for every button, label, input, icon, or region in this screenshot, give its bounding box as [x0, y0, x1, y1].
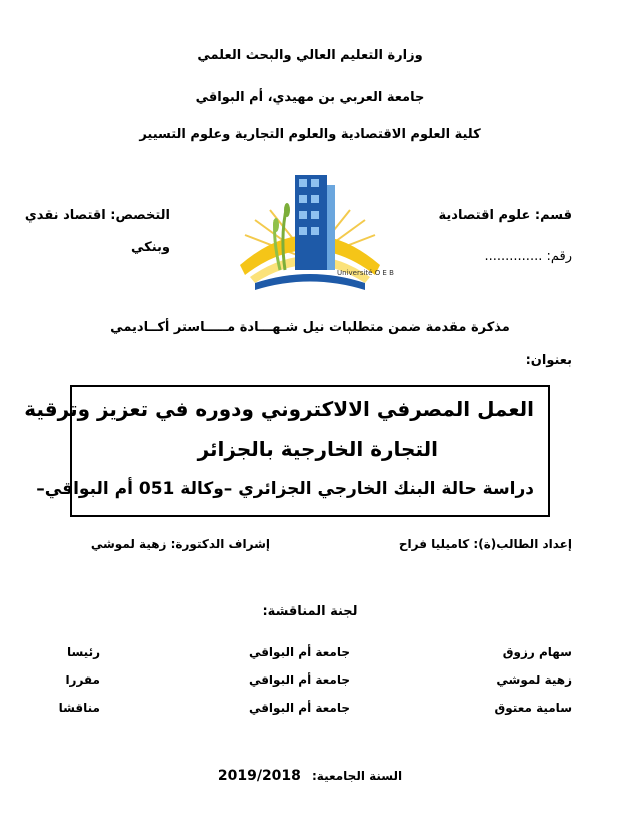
academic-year-value: 2019/2018	[217, 768, 301, 784]
specialty-continuation: وبنكي	[131, 240, 170, 255]
title-line-2: التجارة الخارجية بالجزائر	[197, 437, 438, 461]
committee-member-university: جامعة أم البواقي	[248, 701, 350, 715]
committee-member-name: زهية لموشي	[496, 673, 572, 687]
committee-member-role: مقررا	[65, 673, 100, 687]
academic-year-label: السنة الجامعية:	[312, 769, 403, 783]
committee-label: لجنة المناقشة:	[262, 604, 358, 619]
logo-text: Université O E B	[337, 269, 394, 277]
supervisor-name: إشراف الدكتورة: زهية لموشي	[90, 537, 270, 551]
university-logo	[225, 165, 395, 300]
department-label: قسم: علوم اقتصادية	[438, 208, 572, 223]
title-label: بعنوان:	[525, 353, 572, 368]
memo-statement: مذكرة مقدمة ضمن متطلبات نيل شـهـــادة مـــــاستر أكــاديمي	[110, 320, 510, 335]
specialty-label: التخصص: اقتصاد نقدي	[24, 208, 170, 223]
committee-member-role: رئيسا	[66, 645, 100, 659]
title-box	[24, 385, 550, 517]
faculty-heading: كلية العلوم الاقتصادية والعلوم التجارية وعلوم التسيير	[139, 127, 481, 142]
academic-year	[0, 765, 620, 784]
committee-member-name: سهام رزوق	[502, 645, 572, 659]
ministry-heading: وزارة التعليم العالي والبحث العلمي	[197, 48, 423, 63]
university-logo-icon	[225, 165, 395, 300]
student-name: إعداد الطالب(ة): كاميليا فراح	[398, 537, 572, 551]
committee-member-university: جامعة أم البواقي	[248, 673, 350, 687]
committee-member-role: مناقشا	[58, 701, 100, 715]
memo-number: رقم: ..............	[484, 249, 572, 264]
committee-member-name: سامية معتوق	[494, 701, 572, 715]
case-study-line: دراسة حالة البنك الخارجي الجزائري –وكالة 051 أم البواقي–	[36, 479, 534, 499]
title-line-1: العمل المصرفي الالاكتروني ودوره في تعزيز وترقية	[24, 397, 534, 421]
university-heading: جامعة العربي بن مهيدي، أم البواقي	[195, 90, 425, 105]
committee-member-university: جامعة أم البواقي	[248, 645, 350, 659]
